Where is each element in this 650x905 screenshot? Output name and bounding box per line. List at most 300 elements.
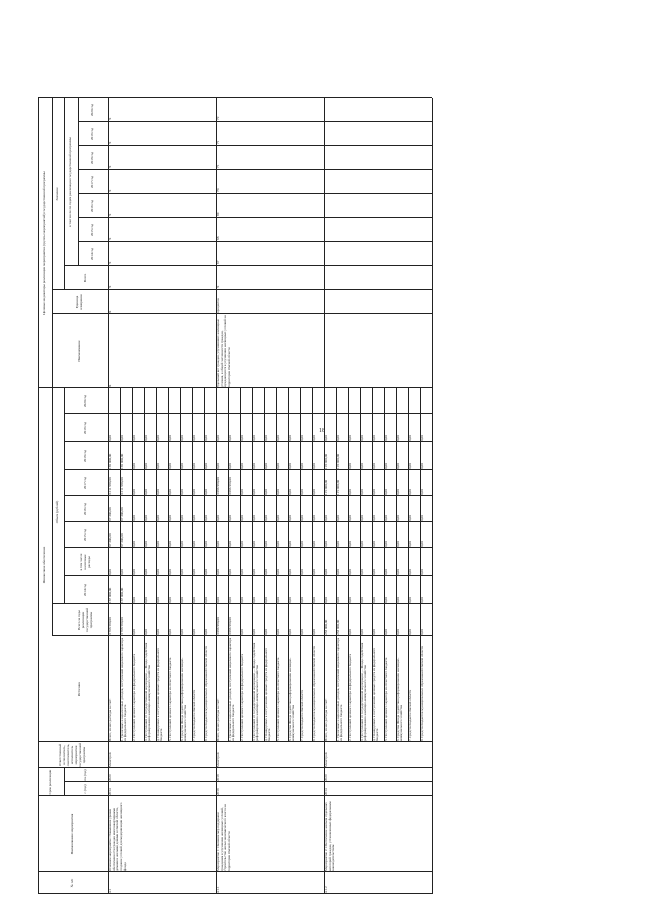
grid-line-v [78,145,432,146]
amount-cell: 0,00 [396,489,400,495]
amount-cell: 0,00 [264,541,268,547]
grid-line-h [432,98,433,894]
amount-cell: 0,00 [348,463,352,469]
amount-cell: 0,00 [288,541,292,547]
source-label: 8. Средств бюджетов муниципальных образований Омской области [419,645,424,741]
amount-cell: 0,00 [384,569,388,575]
amount-cell: 0,00 [276,515,280,521]
amount-cell: 0,00 [360,463,364,469]
amount-cell: 0,00 [192,597,196,603]
amount-cell: 0,00 [168,435,172,441]
target-value: X [108,189,112,192]
amount-cell: 0,00 [168,541,172,547]
amount-cell: 0,00 [192,435,196,441]
header-targets: Целевые индикаторы реализации мероприятия (группы мероприятий) государственной программы [42,171,47,315]
amount-cell: 0,00 [312,629,316,635]
amount-cell: 0,00 [408,515,412,521]
target-value: X [216,285,220,288]
amount-cell: 0,00 [204,629,208,635]
amount-cell: 0,00 [192,463,196,469]
amount-cell: 0,00 [204,435,208,441]
amount-cell: 0,00 [204,515,208,521]
target-value: 70 [216,188,220,192]
header-inc: в том числе налоговые расходы [79,553,91,571]
amount-cell: 165 000,00 [108,453,112,469]
row-to: 2020 [108,774,112,781]
amount-cell: 0,00 [132,541,136,547]
amount-cell: 0,00 [288,515,292,521]
amount-cell: 0,00 [420,463,424,469]
amount-cell: 0,00 [408,435,412,441]
amount-cell: 0,00 [168,629,172,635]
amount-cell: 165 000,00 [120,453,124,469]
amount-cell: 0,00 [372,597,376,603]
amount-cell: 0,00 [408,629,412,635]
amount-cell: 3 768 590,00 [120,617,124,635]
amount-cell: 0,00 [420,435,424,441]
amount-cell: 0,00 [132,435,136,441]
amount-cell: 0,00 [240,541,244,547]
amount-cell: 0,00 [240,597,244,603]
source-label: Всего, из них расходы за счет: [323,698,328,741]
amount-cell: 0,00 [276,463,280,469]
amount-cell: 3 211 990,00 [108,477,112,495]
target-unit [325,291,333,313]
amount-cell: 0,00 [360,489,364,495]
amount-cell: 0,00 [216,515,220,521]
amount-cell: 87 300,00 [108,533,112,547]
amount-cell: 0,00 [216,569,220,575]
amount-cell: 0,00 [168,569,172,575]
source-label: 3. Поступлений от государственной корпорации — Фонда содействия реформированию жилищно-коммунального хозяйства [143,642,152,741]
amount-cell: 0,00 [144,515,148,521]
amount-cell: 0,00 [396,597,400,603]
amount-cell: 0,00 [252,515,256,521]
amount-cell: 0,00 [204,569,208,575]
amount-cell: 0,00 [216,435,220,441]
amount-cell: 0,00 [300,515,304,521]
amount-cell: 0,00 [324,435,328,441]
amount-cell: 0,00 [396,435,400,441]
target-value: X [108,213,112,216]
amount-cell: 0,00 [360,597,364,603]
amount-cell: 0,00 [144,489,148,495]
amount-cell: 0,00 [180,489,184,495]
grid-line-v [64,781,432,782]
target-value: 71 [216,140,220,144]
header-exec: Ответственный исполнитель, соисполнитель, исполнитель мероприятия государственной программы [58,742,86,768]
amount-cell: 0,00 [336,541,340,547]
amount-cell: 0,00 [168,515,172,521]
amount-cell: 0,00 [336,597,340,603]
grid-line-v [52,289,432,290]
target-name: X [108,384,112,387]
amount-cell: 0,00 [216,597,220,603]
row-from: 2014 [108,788,112,795]
amount-cell: 0,00 [384,597,388,603]
source-label: 1. Налоговых и неналоговых доходов, поступлений нецелевого характера из федерального бюджета [335,637,344,741]
amount-cell: 0,00 [180,541,184,547]
amount-cell: 0,00 [228,569,232,575]
source-label: 8. Средств бюджетов муниципальных образований Омской области [311,645,316,741]
amount-cell: 0,00 [288,489,292,495]
amount-cell: 0,00 [312,435,316,441]
target-value: 72 [216,116,220,120]
amount-cell: 0,00 [372,489,376,495]
source-label: 5. Поступлений целевого характера из областного бюджета [167,657,172,741]
amount-cell: 0,00 [180,629,184,635]
amount-cell: 3 211 990,00 [120,477,124,495]
header-2016: 2016 год [83,502,88,516]
target-value: X [108,285,112,288]
amount-cell: 0,00 [180,597,184,603]
amount-cell: 0,00 [420,569,424,575]
amount-cell: 0,00 [312,515,316,521]
amount-cell: 0,00 [144,541,148,547]
target-value: X [108,165,112,168]
amount-cell: 0,00 [420,515,424,521]
amount-cell: 0,00 [144,435,148,441]
amount-cell: 0,00 [384,435,388,441]
row-name: Основное мероприятие: Повышение уровня обеспеченности граждан многоквартирными домами и жилыми домами в Омской области, создание условий для модернизации жилищного фонда [108,802,127,871]
rotated-table-area [38,8,650,894]
amount-cell: 3 096 990,00 [228,617,232,635]
source-label: 5. Поступлений целевого характера из областного бюджета [383,657,388,741]
amount-cell: 0,00 [120,569,124,575]
amount-cell: 0,00 [240,569,244,575]
amount-cell: 0,00 [192,541,196,547]
target-value: 71 [216,164,220,168]
amount-cell: 0,00 [240,435,244,441]
amount-cell: 0,00 [156,515,160,521]
grid-line-v [52,313,432,314]
header-2020: 2020 год [83,394,88,408]
source-label: 1. Налоговых и неналоговых доходов, поступлений нецелевого характера из федерального бюджета [227,637,236,741]
amount-cell: 0,00 [288,569,292,575]
grid-line-v [64,265,432,266]
row-name: Мероприятие 1: Оказание мер поддержки гражданам в улучшении жилищных условий, строительство жилья экономического класса на территории Омской области [216,804,232,871]
amount-cell: 233 000,00 [336,619,340,635]
source-label: 6. Средства Фонда содействия реформированию жилищно-коммунального хозяйства [179,657,188,741]
amount-cell: 0,00 [264,463,268,469]
source-label: 3. Поступлений от государственной корпорации — Фонда содействия реформированию жилищно-коммунального хозяйства [359,642,368,741]
amount-cell: 0,00 [396,569,400,575]
amount-cell: 0,00 [300,435,304,441]
amount-cell: 0,00 [180,569,184,575]
target-value [325,195,331,216]
amount-cell: 0,00 [372,435,376,441]
amount-cell: 0,00 [408,597,412,603]
target-value: X [108,237,112,240]
target-value [325,171,331,192]
amount-cell: 0,00 [300,541,304,547]
amount-cell: 0,00 [168,597,172,603]
header-name: Наименование мероприятия [70,813,75,855]
amount-cell: 0,00 [312,463,316,469]
row-to: 2018 [216,774,220,781]
target-value [325,267,331,288]
amount-cell: 0,00 [420,629,424,635]
header-ty20: 2020 год [90,103,95,117]
amount-cell: 3 096 990,00 [216,617,220,635]
header-ty18: 2018 год [90,151,95,165]
program-table [38,8,650,894]
header-num: № п/п [70,878,75,888]
amount-cell: 0,00 [228,435,232,441]
header-ty19: 2019 год [90,127,95,141]
amount-cell: 0,00 [156,541,160,547]
amount-cell: 87 300,00 [120,533,124,547]
grid-line-v [52,635,432,636]
amount-cell: 0,00 [360,569,364,575]
amount-cell: 0,00 [144,629,148,635]
header-tby-year: в том числе по годам реализации государственной программы [68,137,73,227]
header-tvalue: Значение [55,187,60,201]
header-to: по (год) [83,769,88,781]
header-ty17: 2017 год [90,175,95,189]
amount-cell: 0,00 [372,569,376,575]
amount-cell: 0,00 [348,569,352,575]
amount-cell: 0,00 [132,629,136,635]
source-label: 8. Средств бюджетов муниципальных образований Омской области [203,645,208,741]
source-label: 6. Средства Фонда содействия реформированию жилищно-коммунального хозяйства [395,657,404,741]
source-label: 4. Планируемых к поступлению целевых средств из федерального бюджета [155,647,164,741]
source-label: 3. Поступлений от государственной корпорации — Фонда содействия реформированию жилищно-коммунального хозяйства [251,642,260,741]
amount-cell: 0,00 [408,489,412,495]
amount-cell: 0,00 [228,463,232,469]
amount-cell: 0,00 [264,569,268,575]
target-value: X [108,117,112,120]
header-2019: 2019 год [83,421,88,435]
header-total-src: Всего за годы реализации государственной программы [77,607,93,633]
amount-cell: 0,00 [132,463,136,469]
source-label: 7. Средств бюджета Омской области [407,689,412,741]
amount-cell: 0,00 [168,463,172,469]
amount-cell: 0,00 [276,435,280,441]
amount-cell: 0,00 [240,629,244,635]
amount-cell: 0,00 [132,597,136,603]
amount-cell: 0,00 [408,463,412,469]
amount-cell: 0,00 [204,463,208,469]
amount-cell: 0,00 [312,489,316,495]
target-unit: процентов [216,298,220,313]
amount-cell: 0,00 [384,541,388,547]
amount-cell: 0,00 [240,489,244,495]
amount-cell: 0,00 [156,597,160,603]
row-num: 4.1.1 [216,886,220,893]
amount-cell: 0,00 [192,515,196,521]
amount-cell: 0,00 [192,629,196,635]
source-label: 1. Налоговых и неналоговых доходов, поступлений нецелевого характера из федерального бюджета [119,637,128,741]
row-exec: Минстрой [324,752,328,767]
amount-cell: 0,00 [288,435,292,441]
amount-cell: 0,00 [312,597,316,603]
amount-cell: 0,00 [144,597,148,603]
amount-cell: 0,00 [204,597,208,603]
target-value: X [108,141,112,144]
amount-cell: 0,00 [276,569,280,575]
source-label: 7. Средств бюджета Омской области [299,689,304,741]
amount-cell: 0,00 [156,569,160,575]
target-value: 67 [216,260,220,264]
header-ty14: 2014 год [90,247,95,261]
amount-cell: 118 000,00 [324,453,328,469]
header-ty16: 2016 год [90,199,95,213]
amount-cell: 0,00 [252,597,256,603]
source-label: 2. Поступлений целевого характера из федерального бюджета [239,653,244,741]
amount-cell: 0,00 [240,463,244,469]
grid-line-v [78,169,432,170]
amount-cell: 118 000,00 [336,453,340,469]
amount-cell: 0,00 [288,463,292,469]
grid-line-v [78,121,432,122]
amount-cell: 0,00 [348,515,352,521]
source-label: Всего, из них расходы за счет: [215,698,220,741]
amount-cell: 0,00 [384,463,388,469]
amount-cell: 0,00 [348,629,352,635]
row-num: 4.1 [108,888,112,893]
amount-cell: 0,00 [312,541,316,547]
amount-cell: 0,00 [300,489,304,495]
source-label: 4. Планируемых к поступлению целевых средств из федерального бюджета [371,647,380,741]
target-unit: X [108,310,112,313]
amount-cell: 0,00 [300,569,304,575]
amount-cell: 0,00 [372,463,376,469]
amount-cell: 0,00 [264,629,268,635]
source-label: 2. Поступлений целевого характера из федерального бюджета [131,653,136,741]
amount-cell: 0,00 [228,597,232,603]
header-ty15: 2015 год [90,223,95,237]
amount-cell: 0,00 [252,435,256,441]
header-2017: 2017 год [83,476,88,490]
header-2014: 2014 год [83,583,88,597]
amount-cell: 0,00 [276,489,280,495]
amount-cell: 0,00 [288,629,292,635]
amount-cell: 0,00 [156,489,160,495]
amount-cell: 167 000,00 [108,587,112,603]
amount-cell: 0,00 [252,463,256,469]
amount-cell: 0,00 [192,489,196,495]
amount-cell: 0,00 [180,515,184,521]
amount-cell: 115 000,00 [336,479,340,495]
amount-cell: 0,00 [348,541,352,547]
amount-cell: 0,00 [336,435,340,441]
amount-cell: 0,00 [360,435,364,441]
amount-cell: 0,00 [300,629,304,635]
grid-line-v [78,241,432,242]
amount-cell: 0,00 [348,435,352,441]
source-label: 5. Поступлений целевого характера из областного бюджета [275,657,280,741]
amount-cell: 0,00 [324,597,328,603]
amount-cell: 0,00 [324,515,328,521]
amount-cell: 3 768 590,00 [108,617,112,635]
amount-cell: 0,00 [384,515,388,521]
target-value: 69 [216,212,220,216]
target-name [325,315,431,387]
target-value [325,123,331,144]
amount-cell: 0,00 [348,489,352,495]
page-number: 18 [319,428,325,434]
amount-cell: 0,00 [348,597,352,603]
amount-cell: 0,00 [252,489,256,495]
amount-cell: 0,00 [372,629,376,635]
target-value [325,99,331,120]
amount-cell: 0,00 [252,541,256,547]
amount-cell: 0,00 [252,629,256,635]
amount-cell: 0,00 [396,629,400,635]
amount-cell: 0,00 [144,463,148,469]
amount-cell: 167 000,00 [120,587,124,603]
header-2015: 2015 год [83,528,88,542]
header-fin: Финансовое обеспечение [42,546,47,584]
amount-cell: 0,00 [288,597,292,603]
header-ttotal: Всего [83,273,88,283]
amount-cell: 0,00 [360,629,364,635]
amount-cell: 0,00 [396,541,400,547]
amount-cell: 3 096 990,00 [216,477,220,495]
amount-cell: 0,00 [180,435,184,441]
amount-cell: 0,00 [324,569,328,575]
amount-cell: 0,00 [336,569,340,575]
amount-cell: 0,00 [420,489,424,495]
amount-cell: 0,00 [420,597,424,603]
amount-cell: 0,00 [216,541,220,547]
header-source: Источник [77,682,82,696]
amount-cell: 0,00 [408,541,412,547]
amount-cell: 0,00 [240,515,244,521]
amount-cell: 0,00 [372,515,376,521]
amount-cell: 0,00 [180,463,184,469]
amount-cell: 3 096 990,00 [228,477,232,495]
row-from: 2014 [324,788,328,795]
amount-cell: 115 000,00 [324,479,328,495]
amount-cell: 0,00 [276,629,280,635]
target-value: 68 [216,236,220,240]
amount-cell: 0,00 [132,569,136,575]
amount-cell: 233 000,00 [324,619,328,635]
amount-cell: 0,00 [156,629,160,635]
amount-cell: 0,00 [264,515,268,521]
header-unit: Единица измерения [75,294,83,310]
row-num: 4.1.2 [324,886,328,893]
amount-cell: 0,00 [420,541,424,547]
target-value: X [108,261,112,264]
grid-line-v [52,603,432,604]
header-term: Срок реализации [48,769,53,795]
row-exec: Минстрой [108,752,112,767]
amount-cell: 97 300,00 [120,507,124,521]
amount-cell: 0,00 [360,515,364,521]
header-from: с (год) [83,784,88,794]
amount-cell: 0,00 [252,569,256,575]
amount-cell: 0,00 [300,597,304,603]
amount-cell: 0,00 [396,463,400,469]
amount-cell: 0,00 [204,489,208,495]
row-name: Мероприятие 2: Обеспечение жильем отдельных категорий граждан, установленных федеральным законодательством [324,801,336,871]
header-tname: Наименование [77,340,82,362]
target-name: Удельный вес граждан, улучшивших жилищные условия, в общей численности граждан, нуждающихся в улучшении жилищных условий на территории Омской области [216,315,232,387]
target-value [325,147,331,168]
row-from: 2018 [216,788,220,795]
row-exec: Минстрой [216,752,220,767]
amount-cell: 0,00 [408,569,412,575]
source-label: 6. Средства Фонда содействия реформированию жилищно-коммунального хозяйства [287,657,296,741]
amount-cell: 0,00 [384,489,388,495]
amount-cell: 0,00 [132,489,136,495]
amount-cell: 0,00 [204,541,208,547]
amount-cell: 0,00 [372,541,376,547]
amount-cell: 0,00 [156,435,160,441]
